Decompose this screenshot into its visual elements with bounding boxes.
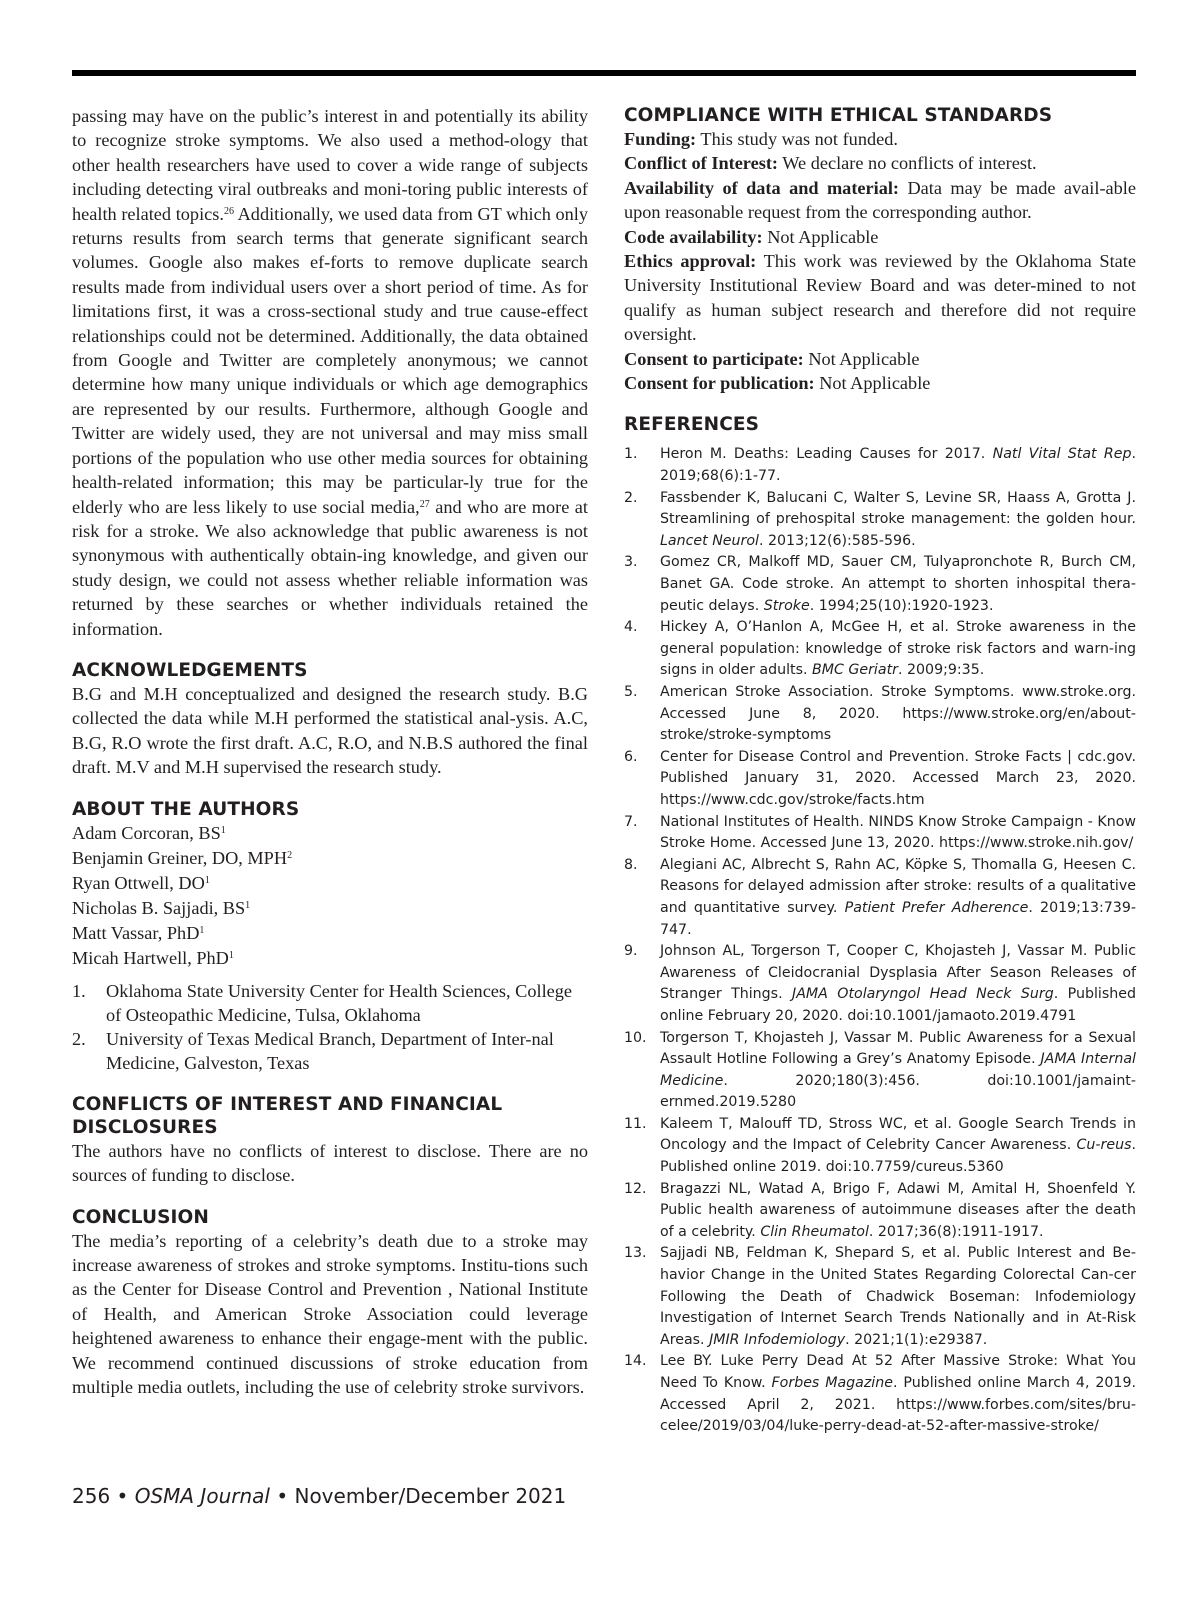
discussion-paragraph [72,104,588,641]
author-item: Matt Vassar, PhD$^1$ [72,922,205,943]
reference-item: 7. National Institutes of Health. NINDS Know Stroke Campaign - Know Stroke Home. Accessed June 13, 2020. https://www.stroke.nih.gov/ [624,813,1136,852]
author-item: Nicholas B. Sajjadi, $BS^1$ [72,897,251,918]
reference-item: 14. Lee BY. Luke Perry Dead At 52 After Massive Stroke: What You Need To Know. Forbes Magazine. Published online March 4, 2019. Accessed April 2, 2021. https://www.forbes.com/sites/bru-celee/2019/03/04/luke-perry-dead-at-52-after-massive-stroke/ [624,1353,1136,1435]
footer-separator: • [269,1484,295,1508]
acknowledgements-text: B.G and M.H conceptualized and designed the research study. B.G collected the data while M.H performed the statistical anal-ysis. A.C, B.G, R.O wrote the first draft. A.C, R.O, and N.B.S authored the final draft. M.V and M.H supervised the research study. [72,683,588,778]
citation-sup-27: 27 [419,498,430,510]
reference-item: 10. Torgerson T, Khojasteh J, Vassar M. Public Awareness for a Sexual Assault Hotline Following a Grey’s Anatomy Episode. JAMA Internal Medicine. 2020;180(3):456. doi:10.1001/jamaint-ernmed.2019.5280 [624,1029,1136,1111]
reference-item: 4. Hickey A, O’Hanlon A, McGee H, et al. Stroke awareness in the general population: knowledge of stroke risk factors and warn-ing signs in older adults. BMC Geriatr. 2009;9:35. [624,619,1136,679]
citation-sup-26: 26 [223,205,234,217]
author-item: Micah Hartwell, PhD$^1$ [72,947,234,968]
conclusion-text: The media’s reporting of a celebrity’s death due to a stroke may increase awareness of strokes and stroke symptoms. Institu-tions such as the Center for Disease Control and Prevention , National Institute of Health, and American Stroke Association could leverage heightened awareness to enhance their engage-ment with the public. We recommend continued discussions of stroke education from multiple media outlets, including the use of celebrity stroke survivors. [72,1230,588,1398]
ethics-heading: COMPLIANCE WITH ETHICAL STANDARDS [624,105,1053,126]
conflicts-text: The authors have no conflicts of interest to disclose. There are no sources of funding to disclose. [72,1140,588,1186]
ethics-item-funding: Funding: This study was not funded. [624,129,898,149]
affiliation-item: 1. Oklahoma State University Center for Health Sciences, College of Osteopathic Medicine, Tulsa, Oklahoma [72,980,573,1025]
ethics-item-availability: Availability of data and material: Data may be made avail-able upon reasonable request from the corresponding author. [624,177,1136,223]
reference-item: 5. American Stroke Association. Stroke Symptoms. www.stroke.org. Accessed June 8, 2020. https://www.stroke.org/en/about-stroke/stroke-symptoms [624,684,1136,744]
page-number: 256 [72,1484,111,1508]
ethics-item-code: Code availability: Not Applicable [624,226,879,247]
page-footer [72,1484,566,1508]
ethics-item-approval: Ethics approval: This work was reviewed by the Oklahoma State University Institutional Review Board and was deter-mined to not qualify as human subject research and therefore did not require oversight. [624,251,1136,345]
reference-item: 3. Gomez CR, Malkoff MD, Sauer CM, Tulyapronchote R, Burch CM, Banet GA. Code stroke. An attempt to shorten inhospital thera-peutic delays. Stroke. 1994;25(10):1920-1923. [624,554,1136,614]
reference-item: 11. Kaleem T, Malouff TD, Stross WC, et al. Google Search Trends in Oncology and the Impact of Celebrity Cancer Awareness. Cu-reus. Published online 2019. doi:10.7759/cureus.5360 [624,1115,1136,1176]
about-authors-heading: ABOUT THE AUTHORS [72,798,300,820]
reference-list [624,444,1136,1437]
ethics-item-consent-participate: Consent to participate: Not Applicable [624,348,920,369]
right-column [624,104,1136,1438]
footer-separator: • [110,1484,135,1508]
reference-item: 8. Alegiani AC, Albrecht S, Rahn AC, Köpke S, Thomalla G, Heesen C. Reasons for delayed admission after stroke: results of a qualitative and quantitative survey. Patient Prefer Adherence. 2019;13:739-747. [624,856,1136,938]
discussion-text-3: and who are more at risk for a stroke. We also acknowledge that public awareness is not synonymous with authentically obtain-ing knowledge, and given our study design, we could not assess whether reliable information was returned by these searches or whether individuals retained the information. [72,496,588,639]
conflicts-heading: CONFLICTS OF INTEREST AND FINANCIAL DISCLOSURES [72,1093,503,1138]
acknowledgements-heading: ACKNOWLEDGEMENTS [72,659,308,681]
reference-item: 12. Bragazzi NL, Watad A, Brigo F, Adawi M, Amital H, Shoenfeld Y. Public health awareness of autoimmune diseases after the death of a celebrity. Clin Rheumatol. 2017;36(8):1911-1917. [624,1180,1136,1240]
references-heading: REFERENCES [624,414,760,436]
reference-item: 6. Center for Disease Control and Prevention. Stroke Facts | cdc.gov. Published January 31, 2020. Accessed March 23, 2020. https://www.cdc.gov/stroke/facts.htm [624,748,1136,808]
author-item: Ryan Ottwell, $DO^1$ [72,872,210,893]
reference-item: 9. Johnson AL, Torgerson T, Cooper C, Khojasteh J, Vassar M. Public Awareness of Cleidocranial Dysplasia After Season Releases of Stranger Things. JAMA Otolaryngol Head Neck Surg. Published online February 20, 2020. doi:10.1001/jamaoto.2019.4791 [624,943,1136,1024]
reference-item: 13. Sajjadi NB, Feldman K, Shepard S, et al. Public Interest and Be-havior Change in the United States Regarding Colorectal Can-cer Following the Death of Chadwick Boseman: Infodemiology Investigation of Internet Search Trends Nationally and in At-Risk Areas. JMIR Infodemiology. 2021;1(1):e29387. [624,1245,1136,1348]
reference-item: 2. Fassbender K, Balucani C, Walter S, Levine SR, Haass A, Grotta J. Streamlining of prehospital stroke management: the golden hour. Lancet Neurol. 2013;12(6):585-596. [624,489,1136,549]
affiliation-list [72,979,588,1075]
ethics-item-consent-publication: Consent for publication: Not Applicable [624,373,931,394]
top-rule [72,70,1136,76]
author-list [72,821,588,971]
author-item: Adam Corcoran, $BS^1$ [72,822,226,843]
affiliation-item: 2. University of Texas Medical Branch, Department of Inter-nal Medicine, Galveston, Texas [72,1028,554,1073]
ethics-item-conflict: Conflict of Interest: We declare no conflicts of interest. [624,153,1037,174]
discussion-text-2: Additionally, we used data from GT which only returns results from search terms that generate significant search volumes. Google also makes ef-forts to remove duplicate search results made from individual users over a short period of time. As for limitations first, it was a cross-sectional study and true cause-effect relationships could not be determined. Additionally, the data obtained from Google and Twitter are completely anonymous; we cannot determine how many unique individuals or which age demographics are represented by our results. Furthermore, although Google and Twitter are widely used, they are not universal and may miss small portions of the population who use other media sources for obtaining health-related information; this may be particular-ly true for the elderly who are less likely to use social media, [72,203,588,517]
author-item: Benjamin Greiner, DO, MPH$^2$ [72,847,293,868]
discussion-text-1: passing may have on the public’s interest in and potentially its ability to recognize stroke symptoms. We also used a method-ology that other health researchers have used to cover a wide range of subjects including detecting viral outbreaks and moni-toring public interests of health related topics. [72,106,588,224]
ethics-list [624,127,1136,395]
conclusion-heading: CONCLUSION [72,1206,209,1228]
issue-date: November/December 2021 [294,1484,567,1508]
left-column [72,104,588,1400]
reference-item: 1. Heron M. Deaths: Leading Causes for 2017. Natl Vital Stat Rep. 2019;68(6):1-77. [624,446,1137,485]
journal-name: OSMA Journal [134,1484,270,1508]
